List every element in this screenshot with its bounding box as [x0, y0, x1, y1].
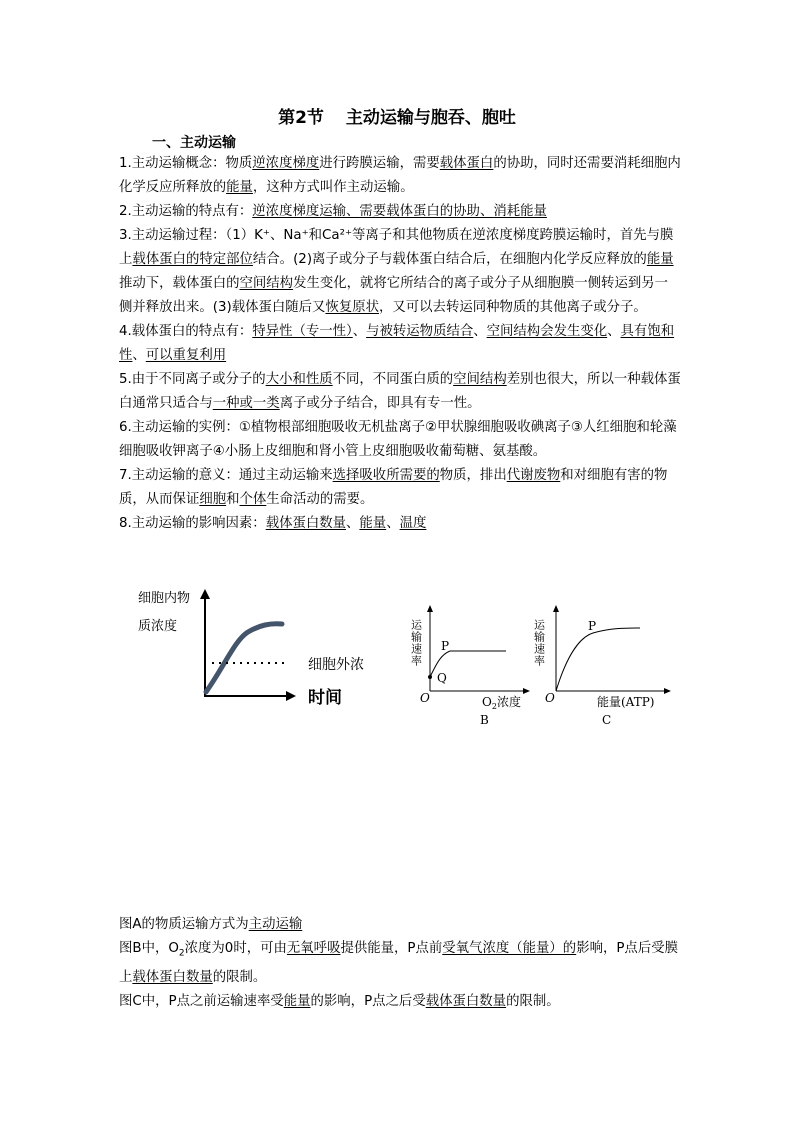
fig-c-caption: C [602, 713, 612, 727]
fig-c-origin: O [545, 691, 555, 705]
fig-a-ylabel-2: 质浓度 [138, 619, 178, 634]
fig-c-ylabel: 运输速率 [532, 619, 546, 667]
note-a: 图A的物质运输方式为主动运输 [119, 917, 303, 932]
fig-b-point-q [428, 675, 432, 679]
fig-b-ylabel: 运输速率 [409, 619, 423, 667]
fig-c-xlabel: 能量(ATP) [597, 695, 655, 709]
fig-a-dotted-label: 细胞外浓 [308, 657, 364, 673]
fig-c-curve [556, 628, 640, 691]
section-name: 主动运输与胞吞、胞吐 [345, 108, 516, 128]
fig-b-y-arrow [427, 605, 433, 612]
paragraph-5: 5.由于不同离子或分子的大小和性质不同，不同蛋白质的空间结构差别也很大，所以一种载体蛋白通常只适合与一种或一类离子或分子结合，即具有专一性。 [119, 372, 681, 411]
paragraph-8: 8.主动运输的影响因素：载体蛋白数量、能量、温度 [119, 516, 427, 531]
paragraph-1: 1.主动运输概念：物质逆浓度梯度进行跨膜运输，需要载体蛋白的协助，同时还需要消耗细胞内化学反应所释放的能量，这种方式叫作主动运输。 [119, 156, 681, 195]
note-b: 图B中，$O_2$浓度为0时，可由无氧呼吸提供能量，P点前受氧气浓度（能量）的影响，P点后受膜上载体蛋白数量的限制。 [119, 941, 678, 985]
paragraph-2: 2.主动运输的特点有：逆浓度梯度运输、需要载体蛋白的协助、消耗能量 [119, 204, 547, 219]
figure-b [408, 605, 538, 730]
note-c: 图C中，P点之前运输速率受能量的影响，P点之后受载体蛋白数量的限制。 [119, 993, 560, 1009]
fig-c-y-arrow [553, 605, 559, 612]
paragraph-4: 4.载体蛋白的特点有：特异性（专一性）、与被转运物质结合、空间结构会发生变化、具有饱和性、可以重复利用 [119, 324, 675, 363]
fig-b-origin: O [420, 691, 430, 705]
fig-a-x-arrow [286, 691, 296, 701]
figure-c [532, 605, 685, 730]
fig-b-x-arrow [523, 688, 530, 694]
subsection-heading: 一、主动运输 [152, 135, 236, 151]
fig-b-label-q: Q [437, 671, 447, 685]
fig-b-label-p: P [441, 639, 450, 653]
fig-a-xlabel: 时间 [308, 688, 342, 708]
paragraph-6: 6.主动运输的实例：①植物根部细胞吸收无机盐离子②甲状腺细胞吸收碘离子③人红细胞和轮藻细胞吸收钾离子④小肠上皮细胞和肾小管上皮细胞吸收葡萄糖、氨基酸。 [119, 420, 677, 459]
fig-b-xlabel: $O_2$浓度 [482, 695, 521, 711]
paragraph-7: 7.主动运输的意义：通过主动运输来选择吸收所需要的物质，排出代谢废物和对细胞有害的物质，从而保证细胞和个体生命活动的需要。 [119, 468, 668, 507]
content-body [119, 152, 681, 536]
paragraph-3: 3.主动运输过程：（1）K⁺、Na⁺和Ca²⁺等离子和其他物质在逆浓度梯度跨膜运输时，首先与膜上载体蛋白的特定部位结合。(2)离子或分子与载体蛋白结合后，在细胞内化学反应释放的能量推动下，载体蛋白的空间结构发生变化，就将它所结合的离子或分子从细胞膜一侧转运到另一侧并释放出来。(3)载体蛋白随后又恢复原状，又可以去转运同种物质的其他离子或分子。 [119, 228, 674, 315]
fig-a-curve [206, 624, 282, 692]
fig-b-caption: B [480, 713, 489, 727]
page-title [0, 103, 794, 128]
fig-a-ylabel-1: 细胞内物 [138, 591, 191, 606]
fig-c-label-p: P [588, 619, 597, 633]
figure-notes [119, 913, 681, 1014]
fig-a-y-arrow [200, 589, 210, 599]
figure-a [130, 585, 390, 715]
fig-c-x-arrow [664, 688, 671, 694]
section-number: 第2节 [278, 108, 324, 128]
